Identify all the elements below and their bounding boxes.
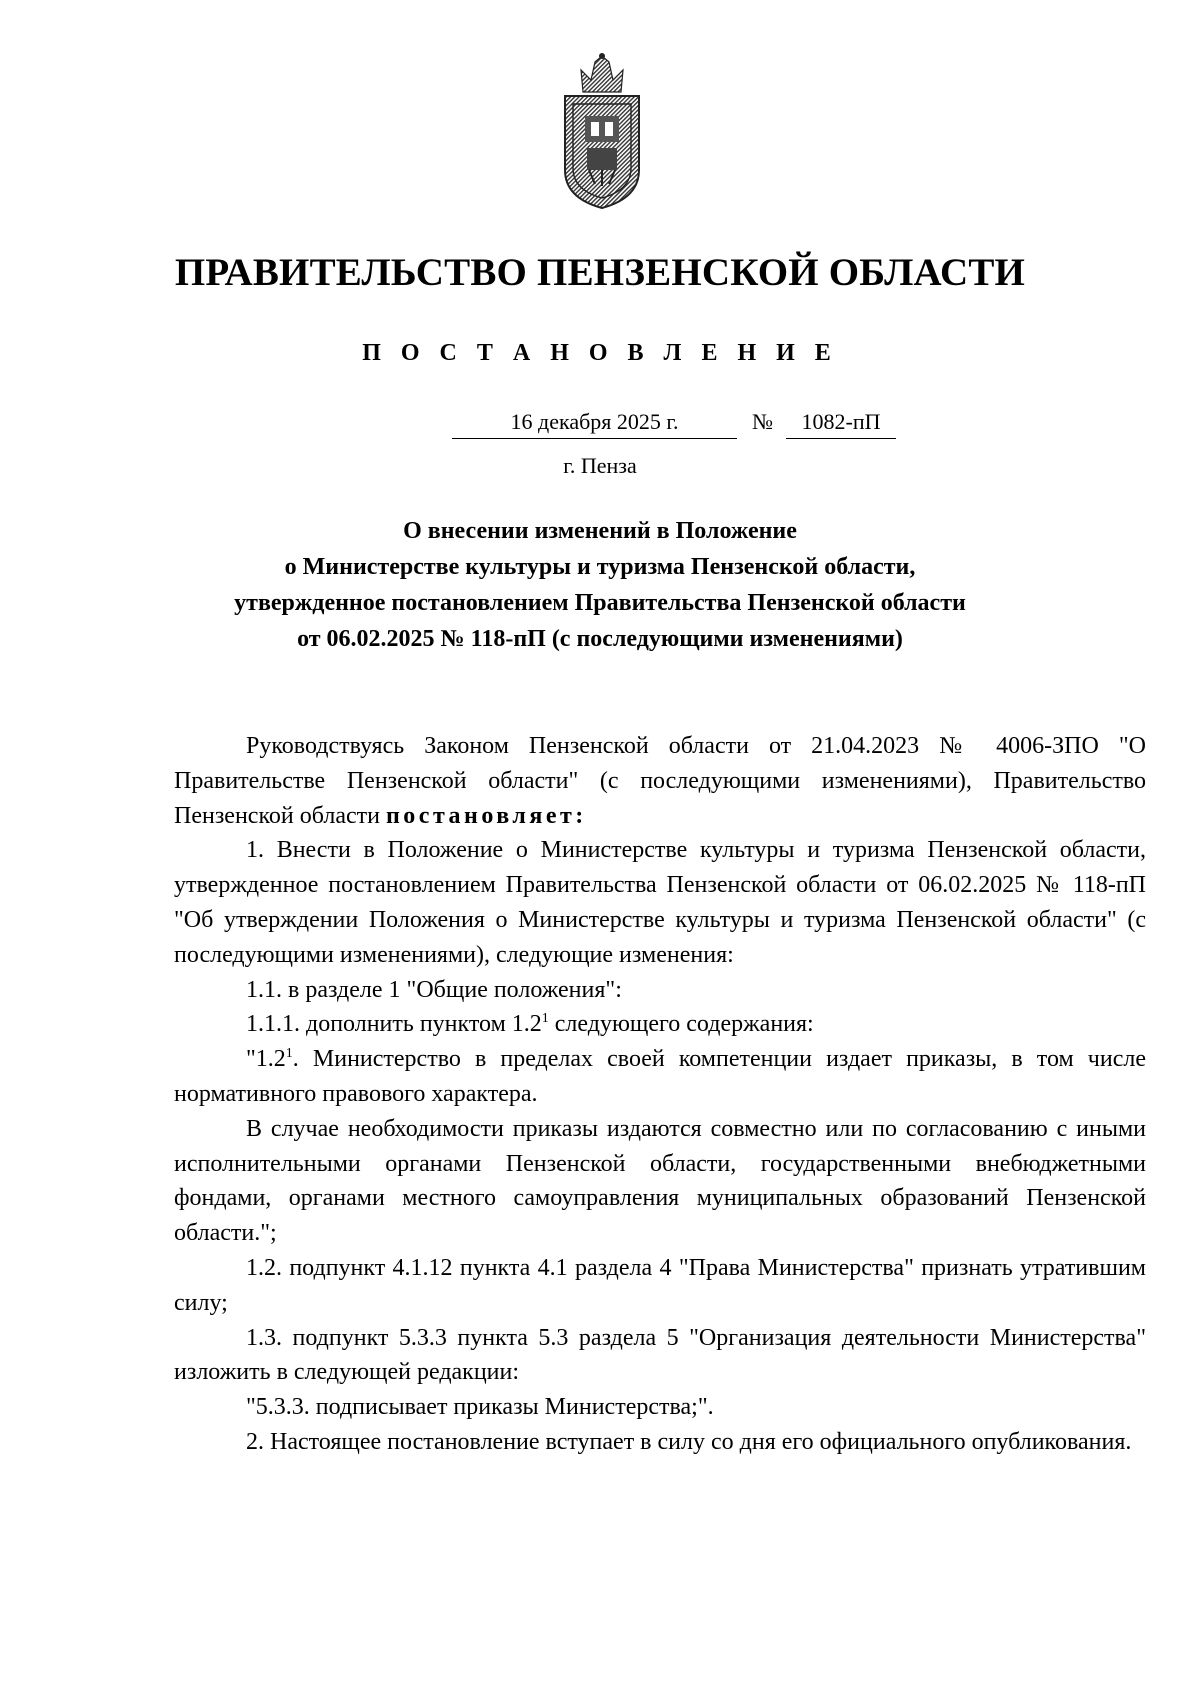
title-line: о Министерстве культуры и туризма Пензенской области, [284,554,916,580]
document-body [174,729,1146,1460]
document-city: г. Пенза [563,453,637,478]
superscript: 1 [541,1011,549,1027]
paragraph-1-1: 1.1. в разделе 1 "Общие положения": [246,976,622,1003]
paragraph-1-1-1 [174,1007,1146,1042]
paragraph-1-3-quote: "5.3.3. подписывает приказы Министерства;". [246,1394,714,1421]
preamble-text: Руководствуясь Законом Пензенской области от 21.04.2023 № 4006-ЗПО "О Правительстве Пензенской области" (с последующими изменениями), Правительство Пензенской области [174,733,1146,829]
paragraph-text: "1.2 [246,1046,286,1073]
coat-of-arms-emblem [555,52,649,212]
paragraph-text: . Министерство в пределах своей компетенции издает приказы, в том числе нормативного правового характера. [174,1046,1146,1107]
paragraph-text: 1.1.1. дополнить пунктом 1.2 [246,1011,542,1038]
title-line: утвержденное постановлением Правительства Пензенской области [234,590,966,616]
title-line: О внесении изменений в Положение [403,518,797,544]
paragraph-1: 1. Внести в Положение о Министерстве культуры и туризма Пензенской области, утвержденное постановлением Правительства Пензенской области от 06.02.2025 № 118-пП "Об утверждении Положения о Министерстве культуры и туризма Пензенской области" (с последующими изменениями), следующие изменения: [174,837,1146,968]
superscript: 1 [285,1046,293,1062]
paragraph-2: 2. Настоящее постановление вступает в силу со дня его официального опубликования. [246,1428,1132,1455]
quoted-paragraph-2: В случае необходимости приказы издаются совместно или по согласованию с иными исполнительными органами Пензенской области, государственными внебюджетными фондами, органами местного самоуправления муниципальных образований Пензенской области."; [174,1115,1146,1247]
resolves-keyword: постановляет: [385,802,587,829]
number-sign: № [752,409,773,434]
preamble-paragraph [174,729,1146,833]
paragraph-1-3: 1.3. подпункт 5.3.3 пункта 5.3 раздела 5 "Организация деятельности Министерства" изложить в следующей редакции: [174,1324,1146,1386]
document-type: П О С Т А Н О В Л Е Н И Е [362,340,838,366]
organization-name: ПРАВИТЕЛЬСТВО ПЕНЗЕНСКОЙ ОБЛАСТИ [174,251,1026,294]
document-title [0,513,1200,657]
paragraph-1-2: 1.2. подпункт 4.1.12 пункта 4.1 раздела 4 "Права Министерства" признать утратившим силу; [174,1254,1146,1316]
document-date: 16 декабря 2025 г. [452,408,737,439]
quoted-paragraph [174,1042,1146,1112]
paragraph-text: следующего содержания: [548,1011,814,1038]
document-number: 1082-пП [786,408,896,439]
title-line: от 06.02.2025 № 118-пП (с последующими изменениями) [297,626,903,652]
